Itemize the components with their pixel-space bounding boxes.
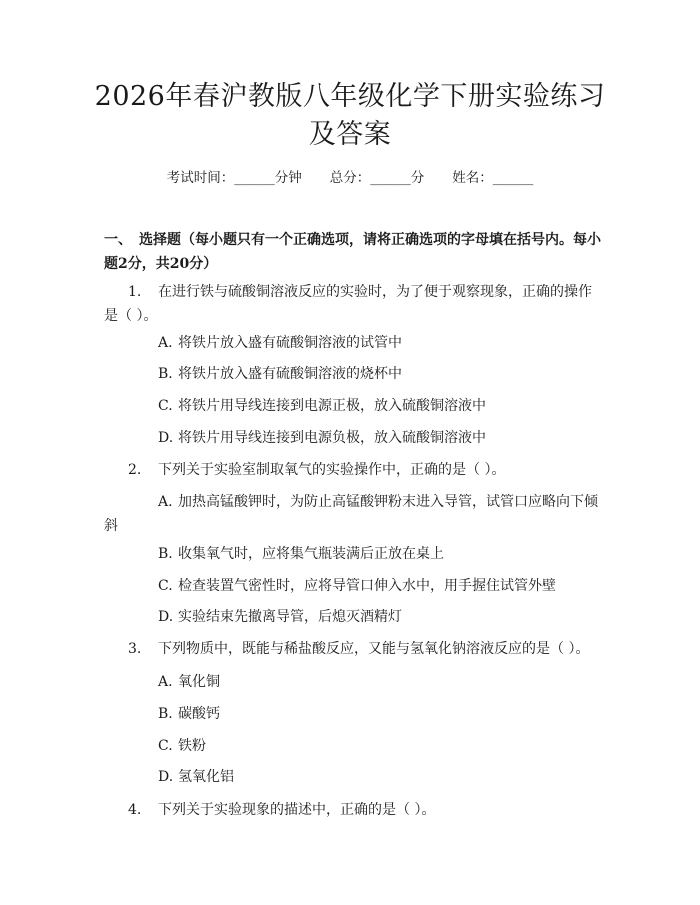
option-1d (104, 426, 604, 450)
option-letter: D. (158, 609, 174, 625)
option-text: 检查装置气密性时，应将导管口伸入水中，用手握住试管外壁 (178, 578, 556, 594)
option-3d (104, 765, 604, 789)
option-text: 氧化铜 (178, 674, 220, 690)
option-2d (104, 605, 604, 629)
option-text: 将铁片用导线连接到电源正极，放入硫酸铜溶液中 (178, 398, 486, 414)
question-text: 下列物质中，既能与稀盐酸反应，又能与氢氧化钠溶液反应的是（ ）。 (158, 641, 590, 657)
option-text: 将铁片放入盛有硫酸铜溶液的试管中 (178, 335, 402, 351)
option-2b (104, 542, 604, 566)
option-3b (104, 702, 604, 726)
option-1c (104, 394, 604, 418)
question-text: 下列关于实验室制取氧气的实验操作中，正确的是（ ）。 (158, 462, 506, 478)
section-heading: 一、 选择题（每小题只有一个正确选项，请将正确选项的字母填在括号内。每小题2分，共20分） (104, 232, 601, 272)
option-2a (104, 490, 604, 538)
option-text: 将铁片用导线连接到电源负极，放入硫酸铜溶液中 (178, 430, 486, 446)
student-name-field: 姓名：______ (452, 170, 534, 186)
option-letter: A. (158, 674, 173, 690)
option-letter: A. (158, 335, 173, 351)
question-number: 4. (128, 802, 142, 818)
option-text: 实验结束先撤离导管，后熄灭酒精灯 (178, 609, 402, 625)
question-4 (104, 798, 604, 822)
question-number: 2. (128, 462, 142, 478)
question-number: 3. (128, 641, 142, 657)
option-1a (104, 331, 604, 355)
option-letter: D. (158, 769, 174, 785)
option-text: 碳酸钙 (178, 706, 220, 722)
option-letter: C. (158, 578, 173, 594)
total-score-field: 总分：______分 (329, 170, 425, 186)
option-letter: B. (158, 366, 173, 382)
option-text: 将铁片放入盛有硫酸铜溶液的烧杯中 (178, 366, 402, 382)
option-2c (104, 574, 604, 598)
option-letter: C. (158, 738, 173, 754)
question-text: 下列关于实验现象的描述中，正确的是（ ）。 (158, 802, 436, 818)
option-3a (104, 670, 604, 694)
option-letter: D. (158, 430, 174, 446)
option-letter: A. (158, 494, 173, 510)
option-1b (104, 362, 604, 386)
question-2 (104, 458, 604, 482)
question-1 (104, 280, 604, 328)
question-number: 1. (128, 284, 142, 300)
question-3 (104, 637, 604, 661)
option-text: 收集氧气时，应将集气瓶装满后正放在桌上 (178, 546, 444, 562)
option-letter: C. (158, 398, 173, 414)
exam-info-line (0, 169, 700, 187)
exam-time-field: 考试时间：______分钟 (166, 170, 302, 186)
option-text: 加热高锰酸钾时，为防止高锰酸钾粉末进入导管，试管口应略向下倾斜 (104, 494, 598, 534)
question-text: 在进行铁与硫酸铜溶液反应的实验时，为了便于观察现象，正确的操作是（ ）。 (104, 284, 592, 324)
document-title: 2026年春沪教版八年级化学下册实验练习及答案 (94, 81, 606, 150)
option-letter: B. (158, 706, 173, 722)
option-3c (104, 734, 604, 758)
option-text: 铁粉 (178, 738, 206, 754)
option-letter: B. (158, 546, 173, 562)
option-text: 氢氧化铝 (178, 769, 234, 785)
